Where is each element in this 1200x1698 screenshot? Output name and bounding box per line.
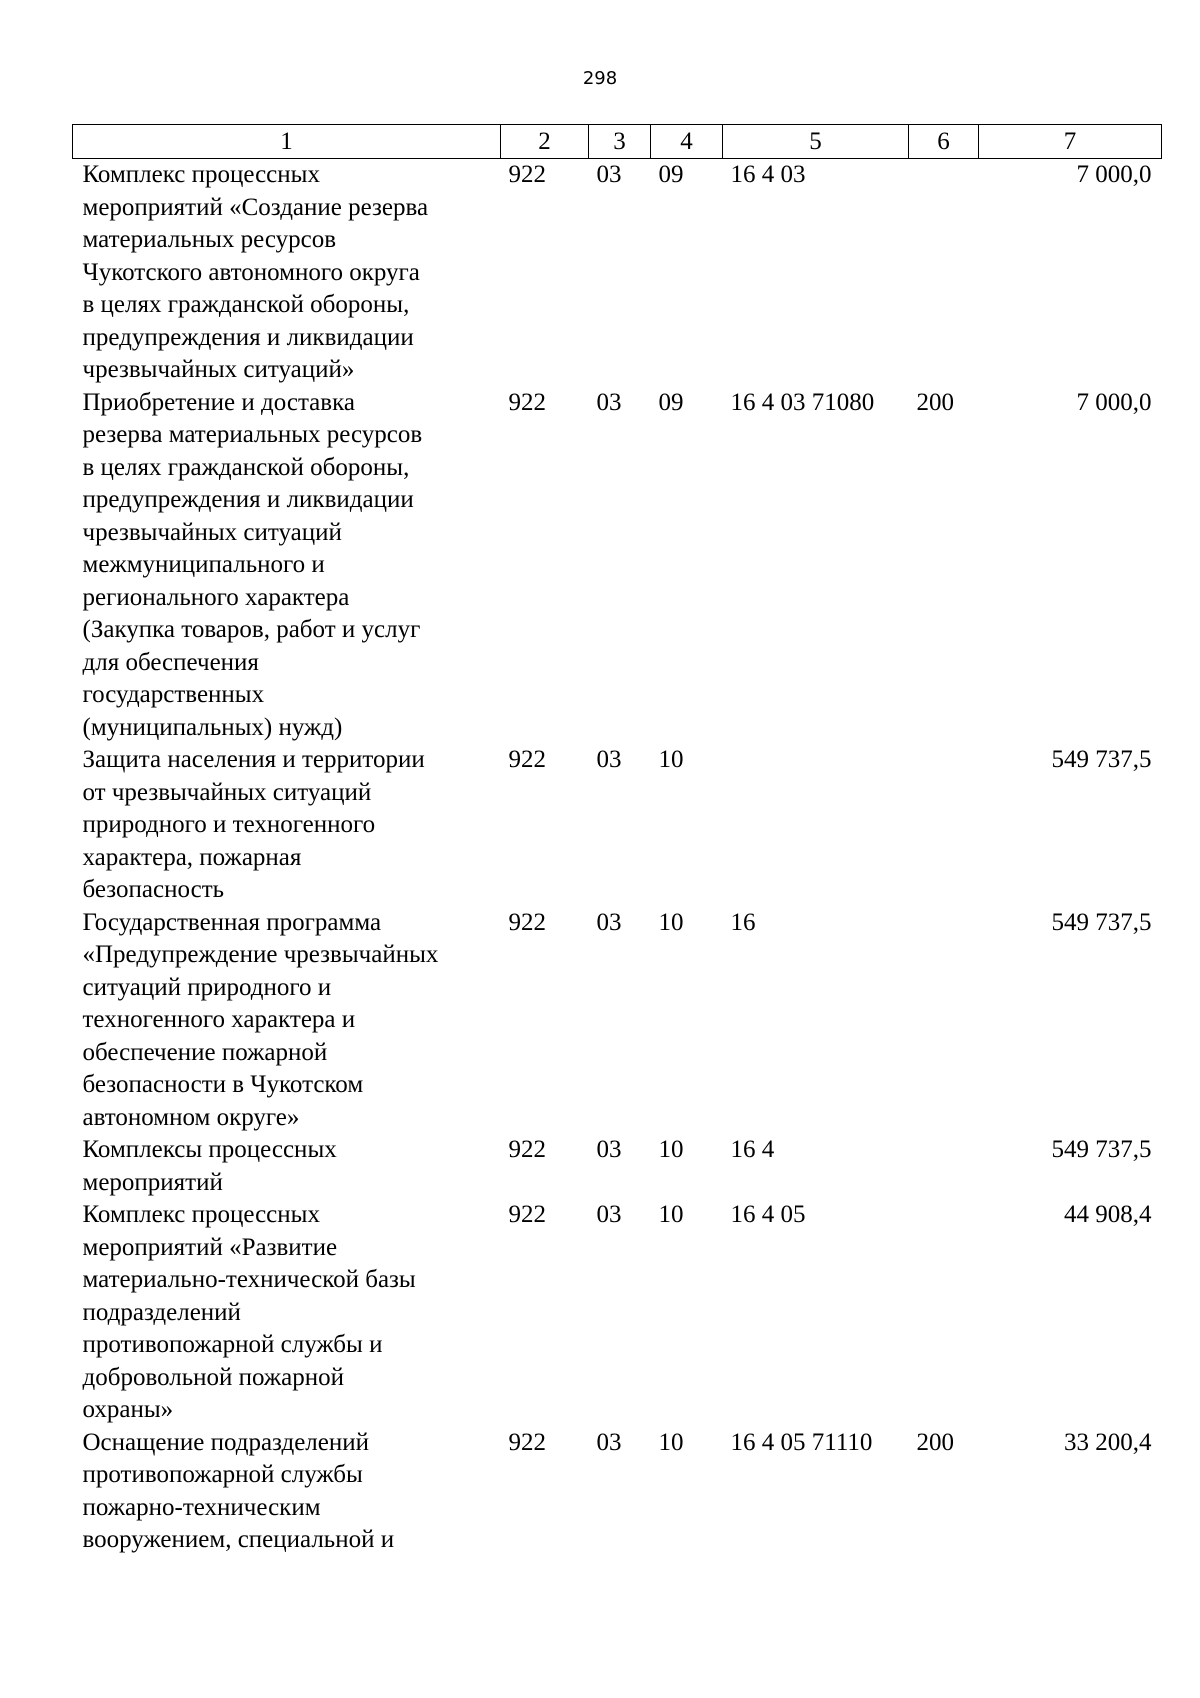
row-target-code: 16 4	[730, 1136, 775, 1163]
table-row	[73, 1199, 1162, 1427]
row-description: Государственная программа «Предупреждение чрезвычайных ситуаций природного и техногенного характера и обеспечение пожарной безопасности в Чукотском автономном округе»	[82, 908, 439, 1131]
row-section-code: 03	[596, 1201, 622, 1228]
row-target-code	[723, 744, 909, 907]
row-target-code: 16 4 03 71080	[730, 388, 875, 416]
row-ministry-code: 922	[508, 908, 546, 936]
row-expense-type	[909, 1199, 979, 1427]
header-row	[73, 125, 1162, 159]
row-subsection-code: 09	[658, 161, 684, 188]
row-amount: 549 737,5	[1051, 746, 1152, 773]
row-target-code: 16	[730, 908, 756, 936]
header-col-4: 4	[651, 125, 723, 159]
header-col-6: 6	[909, 125, 979, 159]
row-expense-type	[909, 907, 979, 1135]
row-subsection-code: 10	[658, 1136, 684, 1163]
row-subsection-code: 10	[658, 1201, 684, 1228]
row-target-code: 16 4 05	[730, 1201, 806, 1228]
row-ministry-code: 922	[508, 161, 546, 188]
header-col-1: 1	[73, 125, 501, 159]
row-expense-type: 200	[916, 388, 954, 416]
header-col-3: 3	[589, 125, 651, 159]
row-description: Комплекс процессных мероприятий «Создание резерва материальных ресурсов Чукотского автономного округа в целях гражданской обороны, предупреждения и ликвидации чрезвычайных ситуаций»	[82, 161, 429, 383]
row-section-code: 03	[596, 388, 622, 416]
row-ministry-code: 922	[508, 746, 546, 773]
row-target-code: 16 4 05 71110	[730, 1428, 873, 1456]
row-description: Защита населения и территории от чрезвычайных ситуаций природного и техногенного характера, пожарная безопасность	[82, 746, 425, 903]
header-col-7: 7	[979, 125, 1162, 159]
row-description: Оснащение подразделений противопожарной службы пожарно-техническим вооружением, специальной и	[82, 1428, 395, 1553]
row-subsection-code: 09	[658, 388, 684, 416]
table-row	[73, 1427, 1162, 1557]
row-amount: 7 000,0	[1076, 388, 1152, 416]
row-expense-type	[909, 1134, 979, 1199]
table-header	[73, 125, 1162, 159]
row-section-code: 03	[596, 1428, 622, 1456]
row-subsection-code: 10	[658, 908, 684, 936]
table-row	[73, 159, 1162, 387]
row-ministry-code: 922	[508, 1136, 546, 1163]
row-amount: 549 737,5	[1051, 908, 1152, 936]
row-ministry-code: 922	[508, 1428, 546, 1456]
row-amount: 7 000,0	[1076, 161, 1152, 188]
row-expense-type	[909, 744, 979, 907]
row-expense-type	[909, 159, 979, 387]
table-body	[73, 159, 1162, 1557]
header-col-2: 2	[501, 125, 589, 159]
row-amount: 549 737,5	[1051, 1136, 1152, 1163]
row-target-code: 16 4 03	[730, 161, 806, 188]
budget-table	[72, 124, 1162, 1557]
row-ministry-code: 922	[508, 388, 546, 416]
page-number: 298	[582, 68, 618, 89]
table-row	[73, 1134, 1162, 1199]
header-col-5: 5	[723, 125, 909, 159]
row-section-code: 03	[596, 908, 622, 936]
row-section-code: 03	[596, 1136, 622, 1163]
table-row	[73, 387, 1162, 745]
row-description: Комплексы процессных мероприятий	[82, 1136, 337, 1196]
row-description: Приобретение и доставка резерва материальных ресурсов в целях гражданской обороны, предупреждения и ликвидации чрезвычайных ситуаций межмуниципального и регионального характера (Закупка товаров, работ и услуг для обеспечения государственных (муниципальных) нужд)	[82, 388, 423, 741]
row-section-code: 03	[596, 161, 622, 188]
row-description: Комплекс процессных мероприятий «Развитие материально-технической базы подразделений противопожарной службы и добровольной пожарной охраны»	[82, 1201, 416, 1423]
row-subsection-code: 10	[658, 1428, 684, 1456]
row-expense-type: 200	[916, 1428, 954, 1456]
row-ministry-code: 922	[508, 1201, 546, 1228]
row-amount: 44 908,4	[1064, 1201, 1152, 1228]
row-section-code: 03	[596, 746, 622, 773]
table-row	[73, 744, 1162, 907]
table-row	[73, 907, 1162, 1135]
row-amount: 33 200,4	[1064, 1428, 1152, 1456]
row-subsection-code: 10	[658, 746, 684, 773]
